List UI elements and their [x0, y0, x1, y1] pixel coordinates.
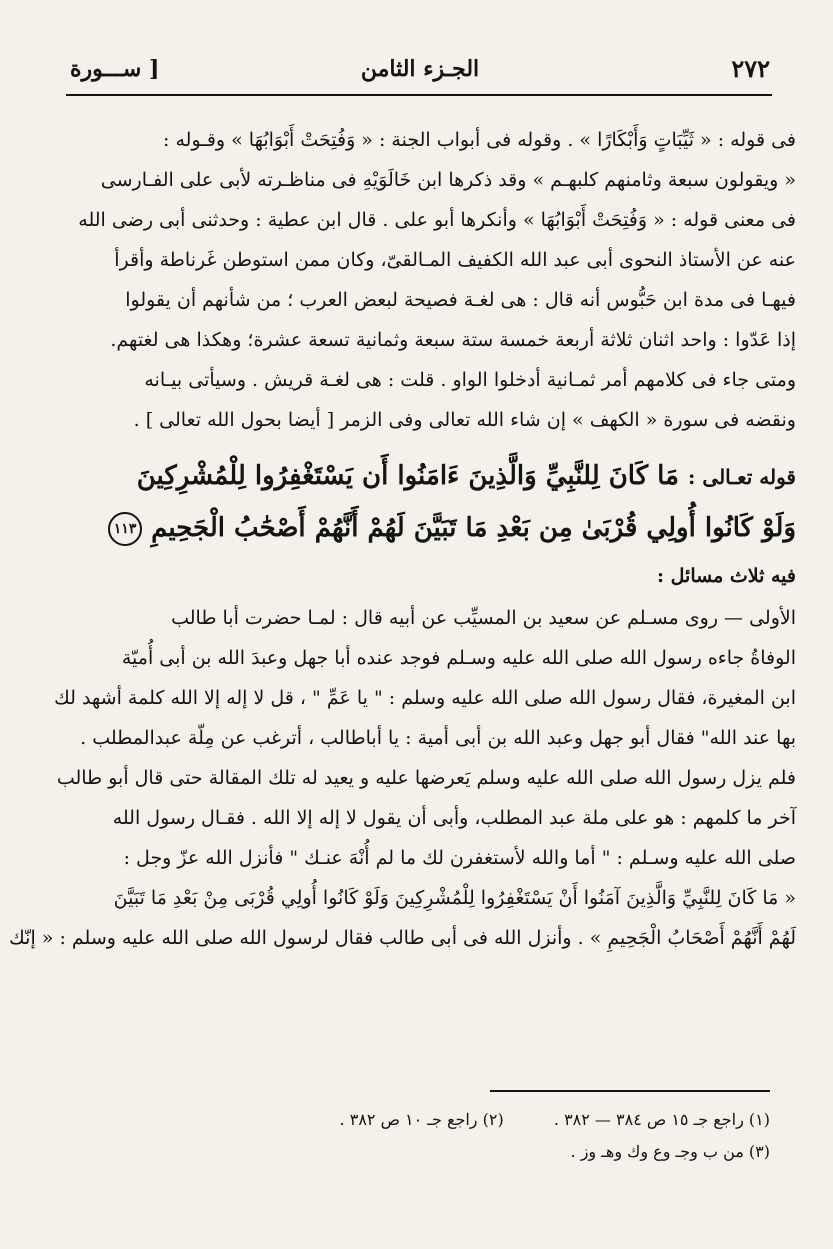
footnote-rule	[490, 1090, 770, 1092]
text-line: صلى الله عليه وسـلم : " أما والله لأستغفرن لك ما لم أُنْهَ عنـك " فأنزل الله عزّ وجل :	[123, 847, 796, 869]
text-line: فيهـا فى مدة ابن حَبُّوس أنه قال : هى لغـة فصيحة لبعض العرب ؛ من شأنهم أن يقولوا	[125, 289, 796, 311]
text-line: بها عند الله" فقال أبو جهل وعبد الله بن أبى أمية : يا أباطالب ، أترغب عن مِلّة عبدالمطلب .	[80, 727, 796, 749]
part-title: الجـزء الثامن	[360, 56, 480, 82]
footnote-row	[100, 1136, 770, 1168]
text-line: الوفاةُ جاءه رسول الله صلى الله عليه وسـلم فوجد عنده أبا جهل وعبدَ الله بن أبى أُميّة	[121, 647, 796, 669]
header-rule	[66, 94, 772, 96]
page-number: ٢٧٢	[731, 54, 770, 83]
verse-intro-label: قوله تعـالى :	[688, 465, 796, 489]
quran-verse	[96, 450, 796, 554]
text-line: عنه عن الأستاذ النحوى أبى عبد الله الكفيف المـالقىّ، وكان ممن استوطن غَرناطة وأقرأ	[114, 249, 796, 271]
text-line: فى قوله : « ثَيِّبَاتٍ وَأَبْكَارًا » . وقوله فى أبواب الجنة : « وَفُتِحَتْ أَبْوَابُهَا » وقـوله :	[163, 129, 796, 151]
verse-text-2: وَلَوْ كَانُوا أُولِي قُرْبَىٰ مِن بَعْدِ مَا تَبَيَّنَ لَهُمْ أَنَّهُمْ أَصْحَٰبُ الْجَحِيمِ	[151, 513, 796, 543]
page-header	[70, 50, 770, 90]
text-line: الأولى — روى مسـلم عن سعيد بن المسيِّب عن أبيه قال : لمـا حضرت أبا طالب	[171, 607, 796, 629]
footnote-1: (١) راجع جـ ١٥ ص ٣٨٤ — ٣٨٢ .	[553, 1110, 770, 1129]
footnote-3: (٣) من ب وجـ وع وك وهـ وز .	[570, 1142, 770, 1161]
text-line: إذا عَدّوا : واحد اثنان ثلاثة أربعة خمسة ستة سبعة وثمانية تسعة عشرة؛ وهكذا هى لغتهم.	[110, 329, 796, 351]
text-line: لَهُمْ أَنَّهُمْ أَصْحَابُ الْجَحِيمِ » . وأنزل الله فى أبى طالب فقال لرسول الله صلى الله عليه وسلم : « إنّك	[9, 927, 796, 949]
verse-text-1: مَا كَانَ لِلنَّبِيِّ وَالَّذِينَ ءَامَنُوا أَن يَسْتَغْفِرُوا لِلْمُشْرِكِينَ	[136, 461, 679, 491]
verse-line-1	[96, 450, 796, 502]
text-line: « ويقولون سبعة وثامنهم كلبهـم » وقد ذكرها ابن خَالَوَيْهِ فى مناظـرته لأبى على الفـارسى	[100, 169, 796, 191]
surah-label: [ ســـورة	[70, 56, 160, 82]
footnotes	[100, 1104, 770, 1168]
paragraph-2	[9, 598, 796, 958]
verse-line-2	[96, 502, 796, 554]
paragraph-1	[78, 120, 796, 440]
text-line: آخر ما كلمهم : هو على ملة عبد المطلب، وأبى أن يقول لا إله إلا الله . فقـال رسول الله	[112, 807, 796, 829]
text-line: ابن المغيرة، فقال رسول الله صلى الله عليه وسلم : " يا عَمِّ " ، قل لا إله إلا الله كلمة أشهد لك	[54, 687, 796, 709]
text-line: « مَا كَانَ لِلنَّبِيِّ وَالَّذِينَ آمَنُوا أَنْ يَسْتَغْفِرُوا لِلْمُشْرِكِينَ وَلَوْ كَانُوا أُولِي قُرْبَى مِنْ بَعْدِ مَا تَبَيَّنَ	[113, 887, 796, 909]
text-line: ومتى جاء فى كلامهم أمر ثمـانية أدخلوا الواو . قلت : هى لغـة قريش . وسيأتى بيـانه	[144, 369, 796, 391]
text-line: فلم يزل رسول الله صلى الله عليه وسلم يَعرضها عليه و يعيد له تلك المقالة حتى قال أبو طالب	[56, 767, 796, 789]
text-line: ونقضه فى سورة « الكهف » إن شاء الله تعالى وفى الزمر [ أيضا بحول الله تعالى ] .	[133, 409, 796, 431]
verse-number-marker: ١١٣	[108, 512, 142, 546]
issues-heading: فيه ثلاث مسائل :	[657, 565, 796, 587]
footnote-2: (٢) راجع جـ ١٠ ص ٣٨٢ .	[339, 1110, 504, 1129]
page-body	[9, 120, 796, 958]
footnote-row	[100, 1104, 770, 1136]
text-line: فى معنى قوله : « وَفُتِحَتْ أَبْوَابُهَا » وأنكرها أبو على . قال ابن عطية : وحدثنى أبى رضى الله	[78, 209, 796, 231]
